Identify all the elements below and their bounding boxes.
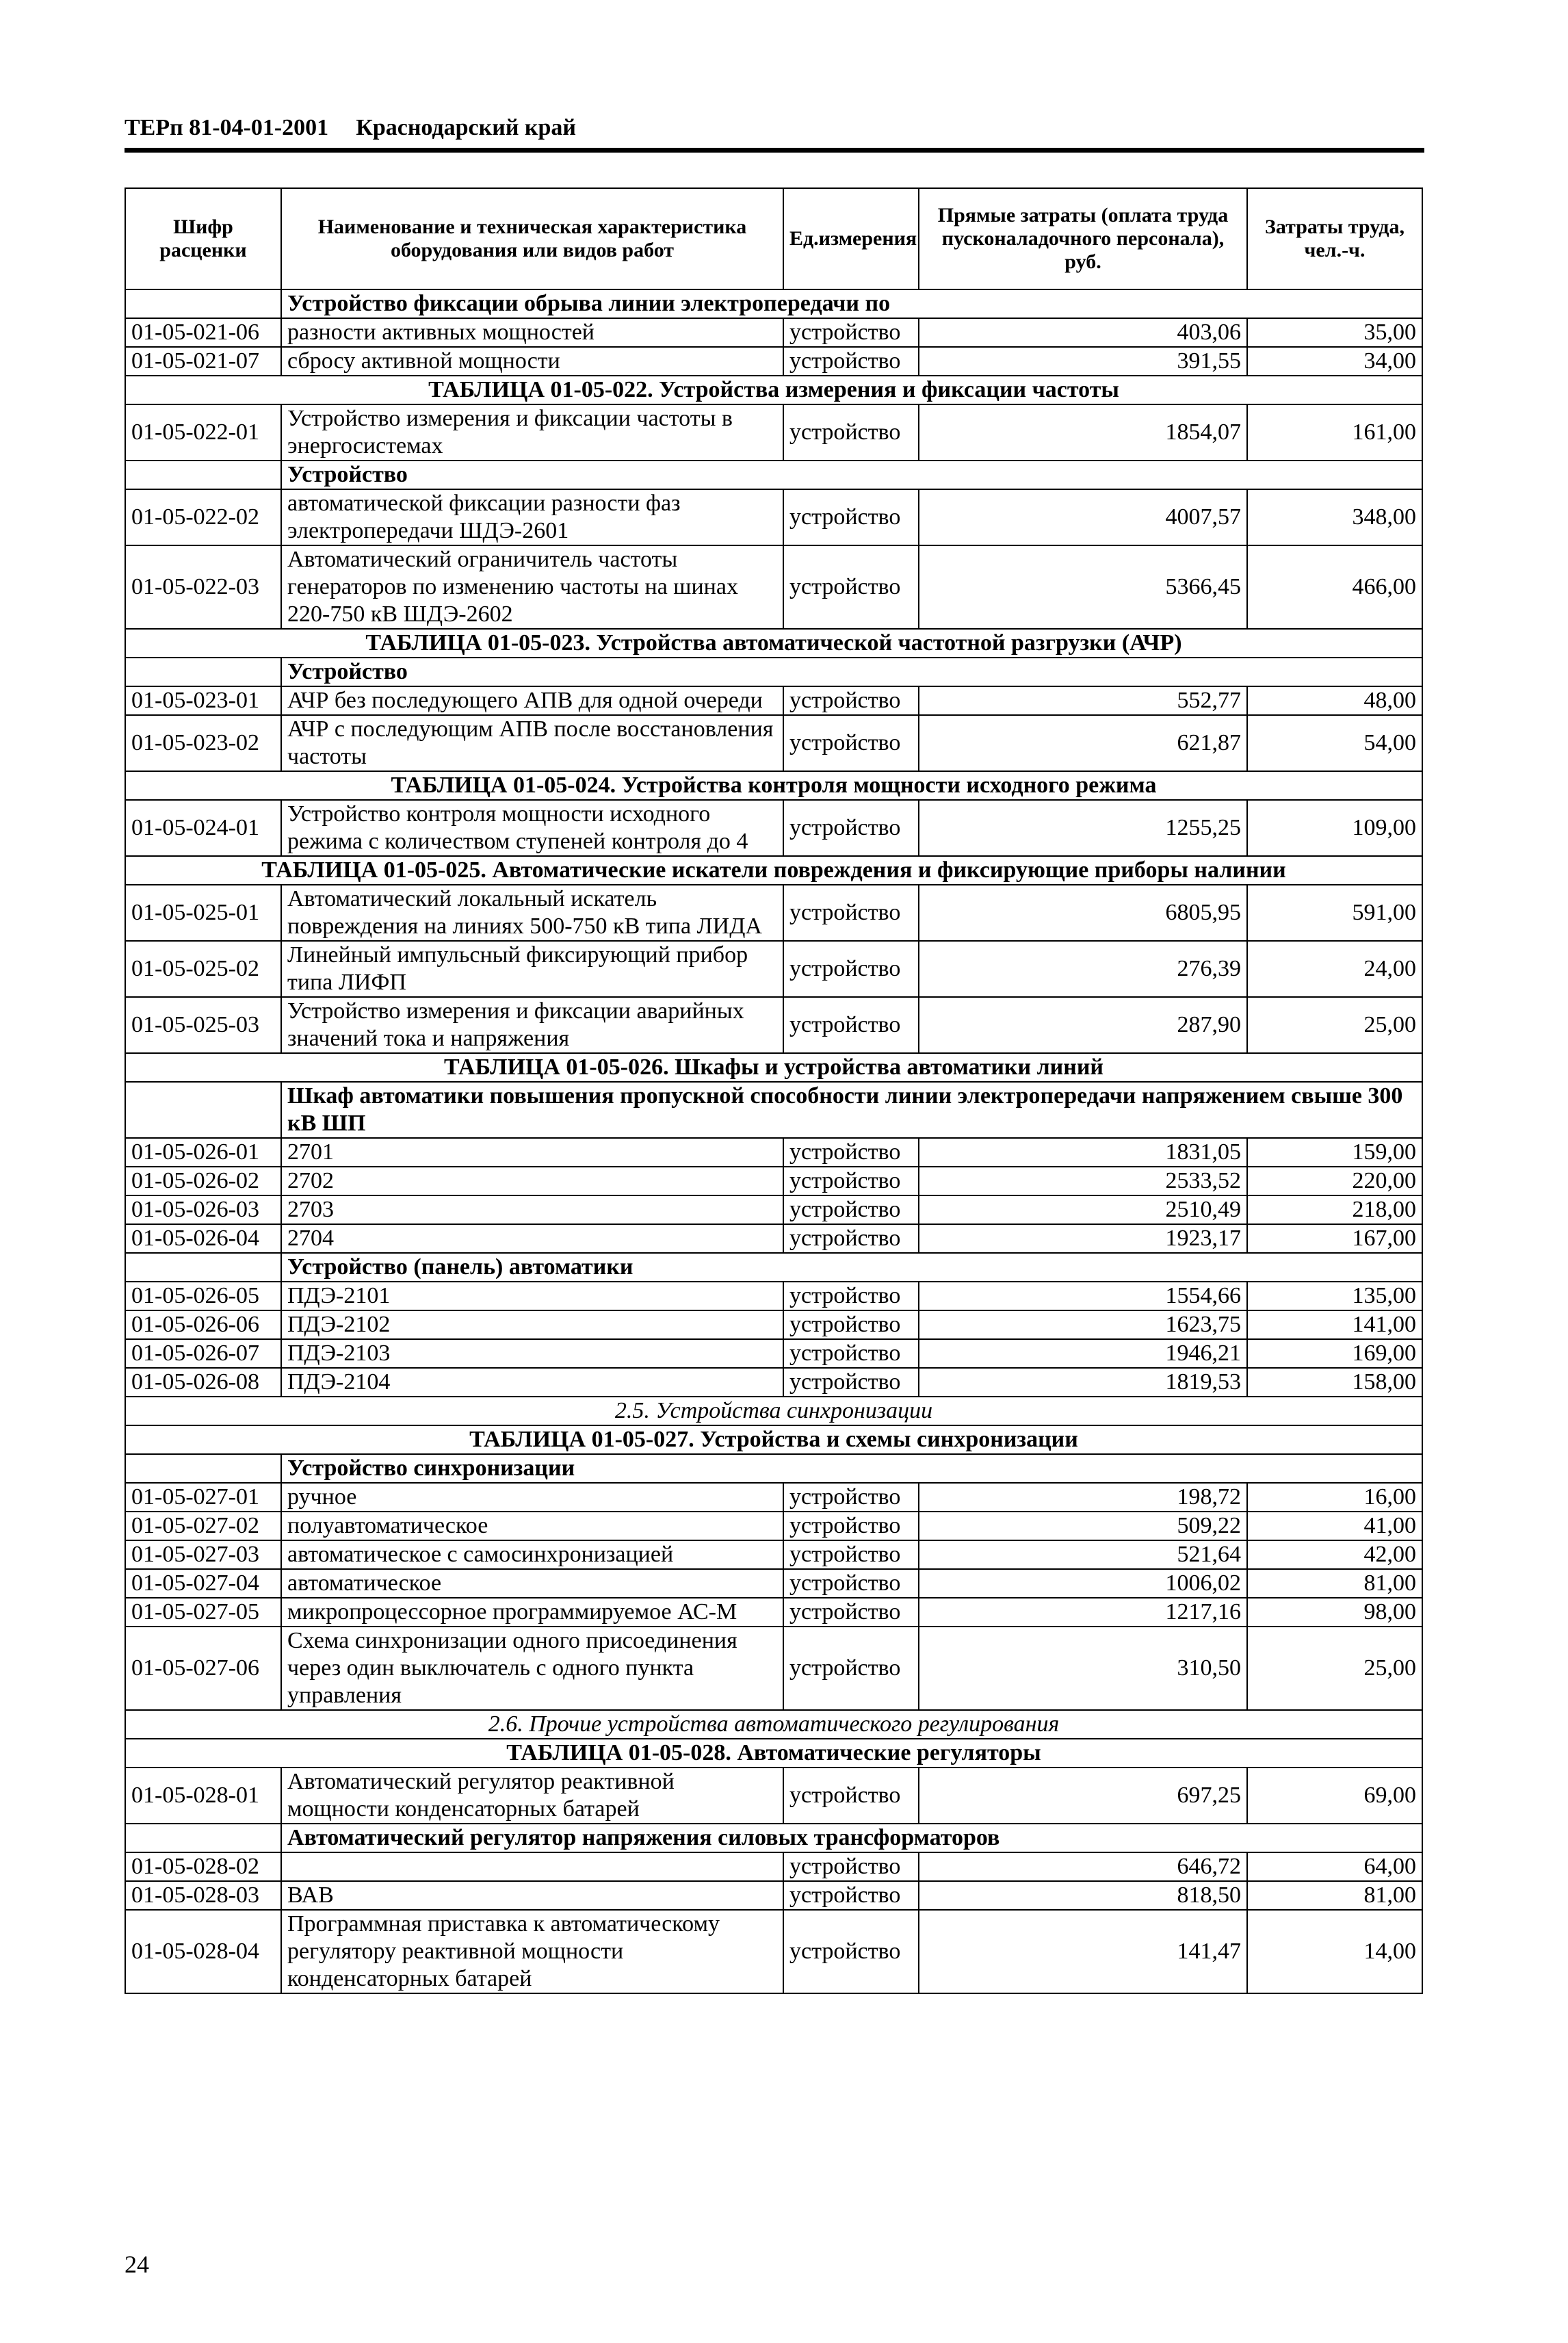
unit-cell: устройство	[783, 489, 919, 545]
unit-cell: устройство	[783, 686, 919, 715]
subgroup-row	[125, 1454, 1422, 1483]
direct-costs-cell: 1946,21	[919, 1339, 1247, 1368]
labor-costs-cell: 159,00	[1247, 1138, 1422, 1167]
subgroup-row	[125, 289, 1422, 318]
description-cell: Автоматический ограничитель частоты генераторов по изменению частоты на шинах 220-750 кВ ШДЭ-2602	[281, 545, 783, 629]
subgroup-title: Шкаф автоматики повышения пропускной способности линии электропередачи напряжением свыше 300 кВ ШП	[281, 1082, 1422, 1138]
rate-code-cell: 01-05-028-03	[125, 1881, 281, 1910]
rate-code-cell: 01-05-026-07	[125, 1339, 281, 1368]
region-name: Краснодарский край	[356, 115, 577, 140]
table-row	[125, 1224, 1422, 1253]
direct-costs-cell: 1554,66	[919, 1282, 1247, 1310]
direct-costs-cell: 1831,05	[919, 1138, 1247, 1167]
rate-code-cell: 01-05-028-01	[125, 1768, 281, 1824]
direct-costs-cell: 310,50	[919, 1627, 1247, 1710]
description-cell: АЧР с последующим АПВ после восстановления частоты	[281, 715, 783, 771]
table-row	[125, 1569, 1422, 1598]
direct-costs-cell: 818,50	[919, 1881, 1247, 1910]
subgroup-title: Автоматический регулятор напряжения силовых трансформаторов	[281, 1824, 1422, 1852]
rate-code-cell: 01-05-026-04	[125, 1224, 281, 1253]
labor-costs-cell: 64,00	[1247, 1852, 1422, 1881]
description-cell: Автоматический регулятор реактивной мощности конденсаторных батарей	[281, 1768, 783, 1824]
labor-costs-cell: 81,00	[1247, 1881, 1422, 1910]
unit-cell: устройство	[783, 715, 919, 771]
subgroup-title: Устройство синхронизации	[281, 1454, 1422, 1483]
direct-costs-cell: 1006,02	[919, 1569, 1247, 1598]
table-row	[125, 1768, 1422, 1824]
subgroup-row	[125, 658, 1422, 686]
column-header-name: Наименование и техническая характеристика оборудования или видов работ	[281, 188, 783, 289]
direct-costs-cell: 198,72	[919, 1483, 1247, 1512]
description-cell: 2704	[281, 1224, 783, 1253]
section-row	[125, 771, 1422, 800]
table-row	[125, 1167, 1422, 1195]
table-row	[125, 1910, 1422, 1993]
rate-code-cell: 01-05-026-03	[125, 1195, 281, 1224]
description-cell: ПДЭ-2104	[281, 1368, 783, 1397]
direct-costs-cell: 1854,07	[919, 404, 1247, 461]
unit-cell: устройство	[783, 1598, 919, 1627]
description-cell: автоматической фиксации разности фаз электропередачи ШДЭ-2601	[281, 489, 783, 545]
rate-code-cell: 01-05-027-06	[125, 1627, 281, 1710]
table-row	[125, 885, 1422, 941]
direct-costs-cell: 646,72	[919, 1852, 1247, 1881]
description-cell: полуавтоматическое	[281, 1512, 783, 1540]
direct-costs-cell: 403,06	[919, 318, 1247, 347]
table-row	[125, 404, 1422, 461]
labor-costs-cell: 42,00	[1247, 1540, 1422, 1569]
table-row	[125, 686, 1422, 715]
direct-costs-cell: 2510,49	[919, 1195, 1247, 1224]
description-cell: ПДЭ-2102	[281, 1310, 783, 1339]
unit-cell: устройство	[783, 800, 919, 856]
description-cell: автоматическое с самосинхронизацией	[281, 1540, 783, 1569]
table-row	[125, 1627, 1422, 1710]
unit-cell: устройство	[783, 1540, 919, 1569]
table-row	[125, 1310, 1422, 1339]
description-cell: сбросу активной мощности	[281, 347, 783, 376]
column-header-labor-costs: Затраты труда, чел.-ч.	[1247, 188, 1422, 289]
table-row	[125, 1881, 1422, 1910]
direct-costs-cell: 5366,45	[919, 545, 1247, 629]
rate-code-cell: 01-05-027-02	[125, 1512, 281, 1540]
table-row	[125, 545, 1422, 629]
section-row	[125, 629, 1422, 658]
description-cell: Программная приставка к автоматическому регулятору реактивной мощности конденсаторных батарей	[281, 1910, 783, 1993]
unit-cell: устройство	[783, 1910, 919, 1993]
rate-code-cell: 01-05-028-02	[125, 1852, 281, 1881]
direct-costs-cell: 509,22	[919, 1512, 1247, 1540]
section-row	[125, 1053, 1422, 1082]
labor-costs-cell: 14,00	[1247, 1910, 1422, 1993]
direct-costs-cell: 621,87	[919, 715, 1247, 771]
direct-costs-cell: 1255,25	[919, 800, 1247, 856]
table-row	[125, 347, 1422, 376]
description-cell: Линейный импульсный фиксирующий прибор типа ЛИФП	[281, 941, 783, 997]
description-cell: Схема синхронизации одного присоединения через один выключатель с одного пункта управления	[281, 1627, 783, 1710]
description-cell: ПДЭ-2103	[281, 1339, 783, 1368]
labor-costs-cell: 34,00	[1247, 347, 1422, 376]
table-row	[125, 1483, 1422, 1512]
labor-costs-cell: 35,00	[1247, 318, 1422, 347]
unit-cell: устройство	[783, 1310, 919, 1339]
unit-cell: устройство	[783, 1224, 919, 1253]
table-row	[125, 715, 1422, 771]
table-row	[125, 1195, 1422, 1224]
unit-cell: устройство	[783, 1138, 919, 1167]
empty-code-cell	[125, 658, 281, 686]
unit-cell: устройство	[783, 1627, 919, 1710]
unit-cell: устройство	[783, 1282, 919, 1310]
subgroup-title: Устройство фиксации обрыва линии электропередачи по	[281, 289, 1422, 318]
direct-costs-cell: 1217,16	[919, 1598, 1247, 1627]
unit-cell: устройство	[783, 1339, 919, 1368]
description-cell: Устройство измерения и фиксации аварийных значений тока и напряжения	[281, 997, 783, 1053]
rate-code-cell: 01-05-026-01	[125, 1138, 281, 1167]
page-header	[125, 115, 1424, 153]
unit-cell: устройство	[783, 1167, 919, 1195]
rate-code-cell: 01-05-026-08	[125, 1368, 281, 1397]
section-title: ТАБЛИЦА 01-05-025. Автоматические искатели повреждения и фиксирующие приборы налинии	[125, 856, 1422, 885]
labor-costs-cell: 41,00	[1247, 1512, 1422, 1540]
rate-code-cell: 01-05-023-01	[125, 686, 281, 715]
table-row	[125, 489, 1422, 545]
section-row	[125, 856, 1422, 885]
unit-cell: устройство	[783, 347, 919, 376]
labor-costs-cell: 348,00	[1247, 489, 1422, 545]
page-number: 24	[125, 2251, 149, 2278]
labor-costs-cell: 54,00	[1247, 715, 1422, 771]
rate-code-cell: 01-05-021-07	[125, 347, 281, 376]
direct-costs-cell: 552,77	[919, 686, 1247, 715]
labor-costs-cell: 135,00	[1247, 1282, 1422, 1310]
empty-code-cell	[125, 289, 281, 318]
section-row	[125, 1425, 1422, 1454]
description-cell: микропроцессорное программируемое АС-М	[281, 1598, 783, 1627]
empty-code-cell	[125, 1082, 281, 1138]
labor-costs-cell: 24,00	[1247, 941, 1422, 997]
rate-code-cell: 01-05-027-01	[125, 1483, 281, 1512]
table-row	[125, 318, 1422, 347]
section-title: ТАБЛИЦА 01-05-027. Устройства и схемы синхронизации	[125, 1425, 1422, 1454]
table-body	[125, 289, 1422, 1993]
table-row	[125, 1339, 1422, 1368]
unit-cell: устройство	[783, 885, 919, 941]
section-row	[125, 376, 1422, 404]
direct-costs-cell: 521,64	[919, 1540, 1247, 1569]
description-cell: автоматическое	[281, 1569, 783, 1598]
section-title: ТАБЛИЦА 01-05-026. Шкафы и устройства автоматики линий	[125, 1053, 1422, 1082]
rate-code-cell: 01-05-025-03	[125, 997, 281, 1053]
direct-costs-cell: 4007,57	[919, 489, 1247, 545]
direct-costs-cell: 1819,53	[919, 1368, 1247, 1397]
empty-code-cell	[125, 1824, 281, 1852]
unit-cell: устройство	[783, 404, 919, 461]
description-cell: Устройство измерения и фиксации частоты в энергосистемах	[281, 404, 783, 461]
unit-cell: устройство	[783, 1512, 919, 1540]
direct-costs-cell: 287,90	[919, 997, 1247, 1053]
rate-code-cell: 01-05-022-01	[125, 404, 281, 461]
labor-costs-cell: 109,00	[1247, 800, 1422, 856]
description-cell: Устройство контроля мощности исходного режима с количеством ступеней контроля до 4	[281, 800, 783, 856]
rate-code-cell: 01-05-023-02	[125, 715, 281, 771]
labor-costs-cell: 218,00	[1247, 1195, 1422, 1224]
description-cell: 2701	[281, 1138, 783, 1167]
description-cell: разности активных мощностей	[281, 318, 783, 347]
unit-cell: устройство	[783, 997, 919, 1053]
rate-code-cell: 01-05-027-05	[125, 1598, 281, 1627]
section-title: ТАБЛИЦА 01-05-028. Автоматические регуляторы	[125, 1739, 1422, 1768]
column-header-code: Шифр расценки	[125, 188, 281, 289]
unit-cell: устройство	[783, 318, 919, 347]
section-title: ТАБЛИЦА 01-05-022. Устройства измерения и фиксации частоты	[125, 376, 1422, 404]
unit-cell: устройство	[783, 1768, 919, 1824]
document-code: ТЕРп 81-04-01-2001	[125, 115, 329, 140]
direct-costs-cell: 697,25	[919, 1768, 1247, 1824]
labor-costs-cell: 69,00	[1247, 1768, 1422, 1824]
rate-code-cell: 01-05-025-01	[125, 885, 281, 941]
description-cell: Автоматический локальный искатель повреждения на линиях 500-750 кВ типа ЛИДА	[281, 885, 783, 941]
direct-costs-cell: 276,39	[919, 941, 1247, 997]
section-title: ТАБЛИЦА 01-05-024. Устройства контроля мощности исходного режима	[125, 771, 1422, 800]
direct-costs-cell: 1623,75	[919, 1310, 1247, 1339]
direct-costs-cell: 391,55	[919, 347, 1247, 376]
labor-costs-cell: 141,00	[1247, 1310, 1422, 1339]
rate-code-cell: 01-05-028-04	[125, 1910, 281, 1993]
unit-cell: устройство	[783, 1569, 919, 1598]
labor-costs-cell: 591,00	[1247, 885, 1422, 941]
description-cell: 2703	[281, 1195, 783, 1224]
rate-code-cell: 01-05-026-02	[125, 1167, 281, 1195]
table-row	[125, 997, 1422, 1053]
labor-costs-cell: 167,00	[1247, 1224, 1422, 1253]
rate-code-cell: 01-05-027-03	[125, 1540, 281, 1569]
unit-cell: устройство	[783, 1368, 919, 1397]
column-header-direct-costs: Прямые затраты (оплата труда пусконаладочного персонала), руб.	[919, 188, 1247, 289]
section-title: ТАБЛИЦА 01-05-023. Устройства автоматической частотной разгрузки (АЧР)	[125, 629, 1422, 658]
rate-code-cell: 01-05-024-01	[125, 800, 281, 856]
table-row	[125, 1852, 1422, 1881]
unit-cell: устройство	[783, 941, 919, 997]
chapter-row	[125, 1397, 1422, 1425]
table-header-row	[125, 188, 1422, 289]
rates-table	[125, 187, 1423, 1994]
table-row	[125, 1540, 1422, 1569]
description-cell	[281, 1852, 783, 1881]
description-cell: 2702	[281, 1167, 783, 1195]
chapter-title: 2.6. Прочие устройства автоматического регулирования	[125, 1710, 1422, 1739]
empty-code-cell	[125, 461, 281, 489]
table-row	[125, 1282, 1422, 1310]
labor-costs-cell: 161,00	[1247, 404, 1422, 461]
description-cell: ВАВ	[281, 1881, 783, 1910]
labor-costs-cell: 169,00	[1247, 1339, 1422, 1368]
empty-code-cell	[125, 1253, 281, 1282]
chapter-row	[125, 1710, 1422, 1739]
labor-costs-cell: 466,00	[1247, 545, 1422, 629]
rate-code-cell: 01-05-022-02	[125, 489, 281, 545]
direct-costs-cell: 6805,95	[919, 885, 1247, 941]
empty-code-cell	[125, 1454, 281, 1483]
labor-costs-cell: 98,00	[1247, 1598, 1422, 1627]
description-cell: ПДЭ-2101	[281, 1282, 783, 1310]
table-row	[125, 1368, 1422, 1397]
labor-costs-cell: 158,00	[1247, 1368, 1422, 1397]
table-row	[125, 1138, 1422, 1167]
subgroup-row	[125, 1824, 1422, 1852]
table-row	[125, 800, 1422, 856]
subgroup-row	[125, 461, 1422, 489]
labor-costs-cell: 25,00	[1247, 1627, 1422, 1710]
labor-costs-cell: 25,00	[1247, 997, 1422, 1053]
subgroup-title: Устройство	[281, 461, 1422, 489]
chapter-title: 2.5. Устройства синхронизации	[125, 1397, 1422, 1425]
direct-costs-cell: 1923,17	[919, 1224, 1247, 1253]
labor-costs-cell: 81,00	[1247, 1569, 1422, 1598]
section-row	[125, 1739, 1422, 1768]
column-header-unit: Ед.измерения	[783, 188, 919, 289]
direct-costs-cell: 2533,52	[919, 1167, 1247, 1195]
table-row	[125, 1598, 1422, 1627]
table-row	[125, 941, 1422, 997]
subgroup-title: Устройство (панель) автоматики	[281, 1253, 1422, 1282]
unit-cell: устройство	[783, 545, 919, 629]
subgroup-title: Устройство	[281, 658, 1422, 686]
rate-code-cell: 01-05-027-04	[125, 1569, 281, 1598]
rate-code-cell: 01-05-026-06	[125, 1310, 281, 1339]
direct-costs-cell: 141,47	[919, 1910, 1247, 1993]
unit-cell: устройство	[783, 1852, 919, 1881]
table-row	[125, 1512, 1422, 1540]
rate-code-cell: 01-05-021-06	[125, 318, 281, 347]
labor-costs-cell: 48,00	[1247, 686, 1422, 715]
unit-cell: устройство	[783, 1881, 919, 1910]
rate-code-cell: 01-05-026-05	[125, 1282, 281, 1310]
unit-cell: устройство	[783, 1195, 919, 1224]
labor-costs-cell: 220,00	[1247, 1167, 1422, 1195]
labor-costs-cell: 16,00	[1247, 1483, 1422, 1512]
rate-code-cell: 01-05-022-03	[125, 545, 281, 629]
description-cell: АЧР без последующего АПВ для одной очереди	[281, 686, 783, 715]
unit-cell: устройство	[783, 1483, 919, 1512]
subgroup-row	[125, 1253, 1422, 1282]
rate-code-cell: 01-05-025-02	[125, 941, 281, 997]
description-cell: ручное	[281, 1483, 783, 1512]
subgroup-row	[125, 1082, 1422, 1138]
